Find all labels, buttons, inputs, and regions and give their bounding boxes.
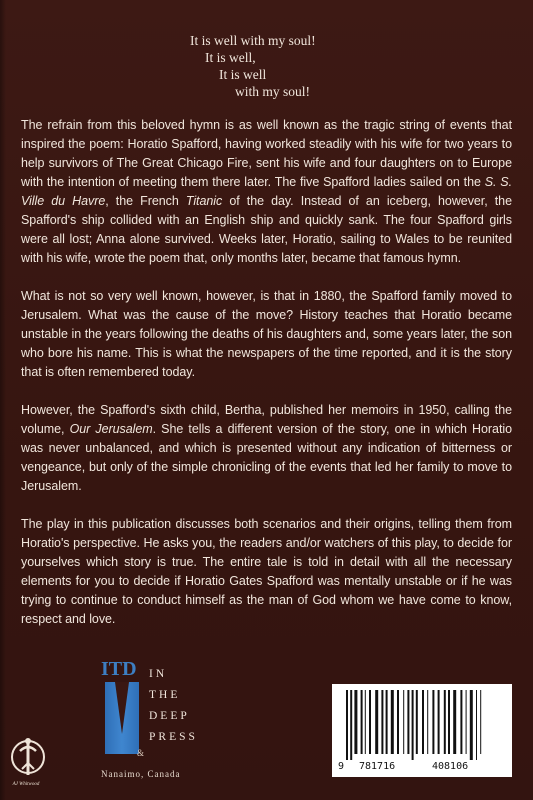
titanic-reference: Titanic [185,194,223,208]
emblem-caption: AJ Whitwood [12,782,40,787]
publisher-word-4: PRESS [149,731,198,743]
barcode-bar [354,690,357,754]
p1-text-a: The refrain from this beloved hymn is as well known as the tragic string of events that inspired the poem: Horatio Spafford, having worked steadily with his wife for two years to help survivors of The Great Chicago Fire, sent his wife and four daughters on to Europe with the intention of meeting them there later. The five Spafford ladies sailed on the [21,118,512,189]
refrain-line-1: It is well with my soul! [190,33,316,48]
barcode-bar [416,690,418,754]
barcode-bar [438,690,440,754]
publisher-word-1: IN [149,668,168,680]
publisher-name [149,664,198,748]
spine-shadow [0,0,6,800]
refrain-line-4: with my soul! [235,84,311,99]
isbn-group-2: 408106 [432,761,469,772]
p1-text-c: of the day. Instead of an iceberg, however, the Spafford's ship collided with an English ship and quickly sank. The four Spafford girls were all lost; Anna alone survived. Weeks later, Horatio, sailing to Wales to be reunited with his wife, wrote the poem that, only months later, became that famous hymn. [21,194,512,265]
itd-logo [101,658,145,762]
barcode-bar [422,690,424,754]
blurb-paragraph-2: What is not so very well known, however, is that in 1880, the Spafford family moved to Jerusalem. What was the cause of the move? History teaches that Horatio became unstable in the years following the deaths of his daughters and, some years later, the son who bore his name. This is what the newspapers of the time reported, and it is the story that is often remembered today. [21,289,512,379]
torch-emblem-icon [8,735,48,783]
ship-name: S. S. Ville du Havre [21,175,513,208]
isbn-group-1: 781716 [359,761,396,772]
barcode-bar [361,690,363,754]
p3-text-b: . She tells a different version of the story, one in which Horatio was never unbalanced, and which is presented without any indication of bitterness or vengeance, but only of the simple chronicling of the events that led her family to move to Jerusalem. [21,422,512,493]
barcode-bar [480,690,481,754]
barcode-bar [350,690,352,760]
itd-logo-letters: ITD [101,658,137,680]
p3-text-a: However, the Spafford's sixth child, Bertha, published her memoirs in 1950, calling the volume, [21,403,512,436]
barcode-bar [448,690,450,754]
itd-logo-ampersand: & [137,748,145,758]
barcode-bar [444,690,446,754]
barcode-bar [460,690,462,754]
barcode-bar [407,690,409,754]
barcode-bar [365,690,366,754]
barcode-bar [453,690,456,754]
barcode-bar [381,690,383,754]
hymn-refrain [0,32,533,100]
barcode-bars [332,684,512,762]
barcode-bar [466,690,467,754]
blurb-paragraph-1 [21,116,512,268]
barcode-bar [386,690,388,754]
publisher-word-2: THE [149,689,181,701]
blurb-text [21,116,512,629]
barcode-bar [369,690,371,754]
publisher-location: Nanaimo, Canada [101,769,181,779]
barcode-bar [403,690,404,754]
blurb-paragraph-4: The play in this publication discusses both scenarios and their origins, telling them from Horatio's perspective. He asks you, the readers and/or watchers of this play, to decide for yourselves which story is true. The entire tale is told in detail with all the necessary elements for you to decide if Horatio Gates Spafford was mentally unstable or if he was trying to continue to conduct himself as the man of God whom we have come to know, respect and love. [21,517,512,626]
book-title: Our Jerusalem [69,422,153,436]
barcode-bar [391,690,394,754]
barcode-bar [412,690,414,760]
barcode-bar [432,690,434,754]
barcode-bar [470,690,473,760]
blurb-paragraph-3 [21,401,512,496]
barcode-bar [427,690,428,754]
barcode-bar [346,690,348,760]
itd-logo-notch [115,682,129,734]
barcode-bar [476,690,477,760]
publisher-word-3: DEEP [149,710,190,722]
barcode-bar [375,690,378,754]
refrain-line-3: It is well [219,67,267,82]
p1-text-b: , the French [105,194,186,208]
isbn-first-digit: 9 [338,761,345,772]
barcode-bar [397,690,399,754]
isbn-barcode [332,684,512,777]
refrain-line-2: It is well, [205,50,256,65]
